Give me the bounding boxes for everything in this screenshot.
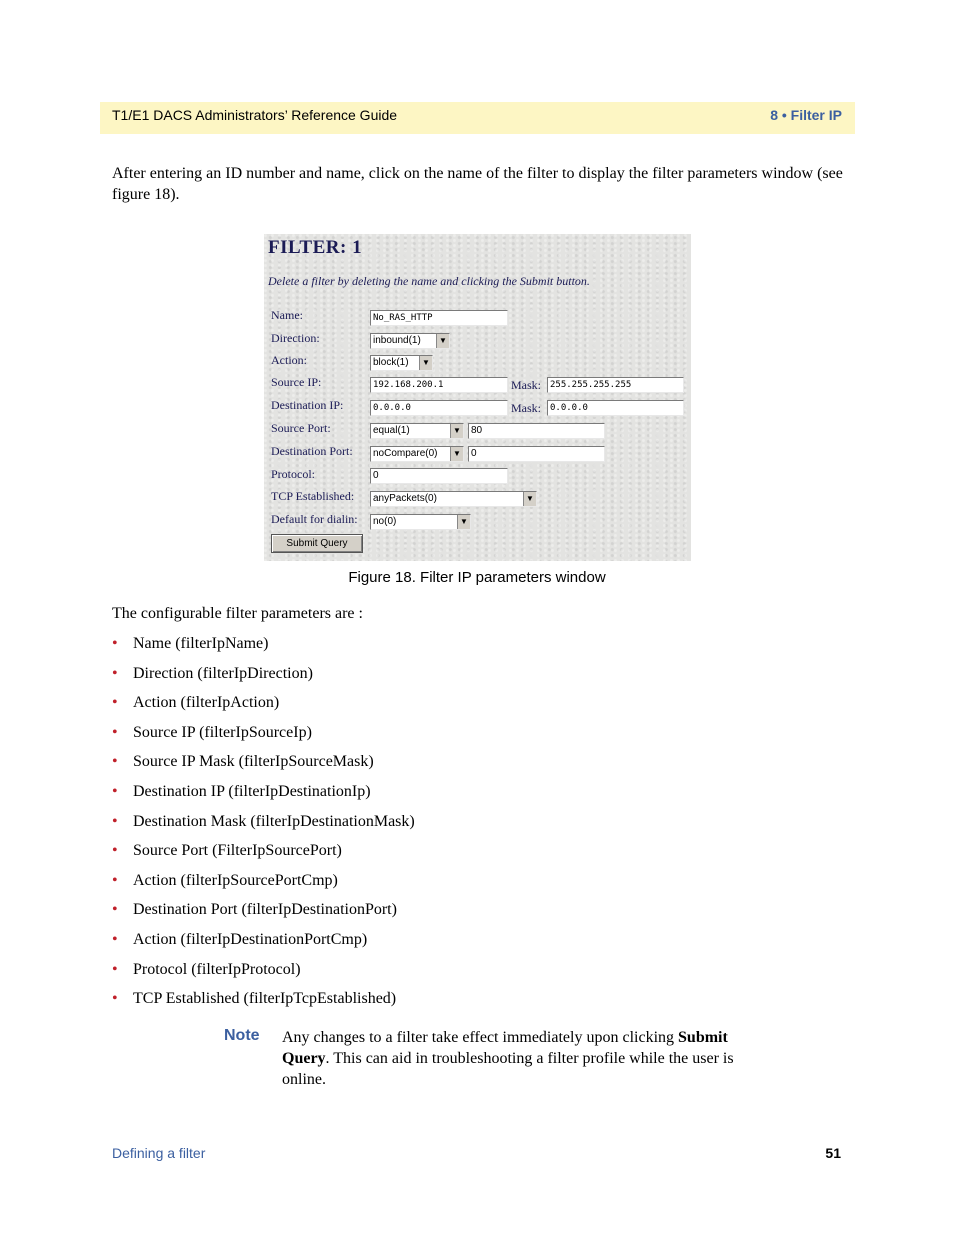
list-item: • Action (filterIpAction) xyxy=(112,694,280,712)
default-dialin-value: no(0) xyxy=(373,516,397,527)
destination-port-label: Destination Port: xyxy=(271,444,353,458)
source-port-cmp-value: equal(1) xyxy=(373,425,410,436)
list-item: • Source IP Mask (filterIpSourceMask) xyxy=(112,753,374,771)
bullet-icon: • xyxy=(112,871,118,889)
protocol-input[interactable]: 0 xyxy=(370,468,508,484)
destination-mask-label: Mask: xyxy=(511,401,541,415)
direction-select[interactable] xyxy=(370,333,450,349)
direction-label: Direction: xyxy=(271,331,320,345)
tcp-established-value: anyPackets(0) xyxy=(373,493,437,504)
destination-port-cmp-value: noCompare(0) xyxy=(373,448,438,459)
intro-paragraph: After entering an ID number and name, click on the name of the filter to display the filter parameters window (see figure 18). xyxy=(112,165,843,203)
destination-port-input[interactable]: 0 xyxy=(468,446,605,462)
document-title: T1/E1 DACS Administrators’ Reference Guide xyxy=(112,107,398,123)
bullet-icon: • xyxy=(112,990,118,1008)
name-label: Name: xyxy=(271,308,303,322)
bullet-icon: • xyxy=(112,930,118,948)
action-label: Action: xyxy=(271,353,307,367)
bullet-icon: • xyxy=(112,901,118,919)
params-intro: The configurable filter parameters are : xyxy=(112,605,363,622)
page-number: 51 xyxy=(825,1145,841,1161)
note-bold-term: Submit Query xyxy=(282,1029,728,1067)
source-mask-input[interactable]: 255.255.255.255 xyxy=(547,377,684,393)
filter-hint: Delete a filter by deleting the name and clicking the Submit button. xyxy=(268,274,590,288)
bullet-icon: • xyxy=(112,842,118,860)
source-ip-input[interactable]: 192.168.200.1 xyxy=(370,377,508,393)
bullet-icon: • xyxy=(112,782,118,800)
list-item: • Protocol (filterIpProtocol) xyxy=(112,960,301,978)
direction-value: inbound(1) xyxy=(373,335,421,346)
parameter-list xyxy=(112,633,415,1018)
destination-port-cmp-select[interactable] xyxy=(370,446,464,462)
destination-mask-input[interactable]: 0.0.0.0 xyxy=(547,400,684,416)
list-item: • Direction (filterIpDirection) xyxy=(112,664,313,682)
list-item: • Destination Mask (filterIpDestinationMask) xyxy=(112,812,415,830)
source-port-cmp-select[interactable] xyxy=(370,423,464,439)
figure-caption: Figure 18. Filter IP parameters window xyxy=(348,569,606,586)
footer-section: Defining a filter xyxy=(112,1145,206,1161)
source-port-label: Source Port: xyxy=(271,421,331,435)
tcp-established-label: TCP Established: xyxy=(271,489,355,503)
default-dialin-select[interactable] xyxy=(370,514,471,530)
destination-ip-input[interactable]: 0.0.0.0 xyxy=(370,400,508,416)
action-value: block(1) xyxy=(373,357,409,368)
chevron-down-icon[interactable]: ▼ xyxy=(457,515,470,529)
destination-ip-label: Destination IP: xyxy=(271,398,344,412)
list-item: • Action (filterIpDestinationPortCmp) xyxy=(112,930,368,948)
protocol-label: Protocol: xyxy=(271,467,315,481)
bullet-icon: • xyxy=(112,723,118,741)
chevron-down-icon[interactable]: ▼ xyxy=(523,492,536,506)
list-item: • Source Port (FilterIpSourcePort) xyxy=(112,842,342,860)
chevron-down-icon[interactable]: ▼ xyxy=(419,356,432,370)
list-item: • Name (filterIpName) xyxy=(112,635,269,652)
bullet-icon: • xyxy=(112,635,118,652)
bullet-icon: • xyxy=(112,960,118,978)
action-select[interactable] xyxy=(370,355,433,371)
bullet-icon: • xyxy=(112,753,118,771)
chevron-down-icon[interactable]: ▼ xyxy=(450,424,463,438)
note-label: Note xyxy=(224,1027,260,1044)
source-port-input[interactable]: 80 xyxy=(468,423,605,439)
default-dialin-label: Default for dialin: xyxy=(271,512,358,526)
source-ip-label: Source IP: xyxy=(271,375,322,389)
list-item: • Destination IP (filterIpDestinationIp) xyxy=(112,782,371,800)
chevron-down-icon[interactable]: ▼ xyxy=(450,447,463,461)
note-text: Any changes to a filter take effect immediately upon clicking Submit Query. This can aid in troubleshooting a filter profile while the user is online. xyxy=(282,1029,734,1088)
chevron-down-icon[interactable]: ▼ xyxy=(436,334,449,348)
filter-ip-screenshot xyxy=(264,234,691,561)
running-header xyxy=(100,102,855,134)
filter-title: FILTER: 1 xyxy=(268,237,363,258)
list-item: • Source IP (filterIpSourceIp) xyxy=(112,723,312,741)
submit-query-button[interactable]: Submit Query xyxy=(271,534,363,553)
bullet-icon: • xyxy=(112,664,118,682)
tcp-established-select[interactable] xyxy=(370,491,537,507)
section-title: 8 • Filter IP xyxy=(770,107,842,123)
bullet-icon: • xyxy=(112,694,118,712)
name-input[interactable]: No_RAS_HTTP xyxy=(370,310,508,326)
list-item: • Action (filterIpSourcePortCmp) xyxy=(112,871,338,889)
source-mask-label: Mask: xyxy=(511,378,541,392)
list-item: • Destination Port (filterIpDestinationPort) xyxy=(112,901,397,919)
list-item: • TCP Established (filterIpTcpEstablished) xyxy=(112,990,397,1008)
bullet-icon: • xyxy=(112,812,118,830)
